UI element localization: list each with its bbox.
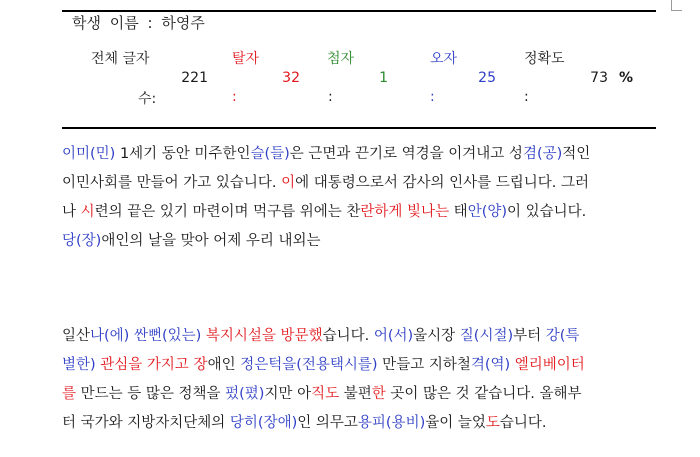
essay-text: 애인의 날을 맞아 어제 우리 내외는 <box>101 233 321 249</box>
essay-text: 련의 끝은 있기 마련이며 먹구름 위에는 찬 <box>94 204 361 220</box>
essay-text: 에 대통령으로서 감사의 인사를 드립니다. 그러 <box>295 175 589 191</box>
marked-omission-text: 엘리베이터 <box>514 357 585 373</box>
essay-text: 습니다. <box>322 328 374 344</box>
essay-text: 터 국가와 지방자치단체의 <box>62 415 230 431</box>
marked-typo-text: 안(양) <box>467 204 508 220</box>
marked-omission-text: 이 <box>281 175 296 191</box>
total-chars-label: 전체 글자 <box>91 51 150 67</box>
marked-omission-text: 를 <box>62 386 77 402</box>
essay-text: 태 <box>449 204 468 220</box>
essay-text: 적인 <box>562 146 591 162</box>
marked-omission-text: 도 <box>485 415 500 431</box>
marked-typo-text: 정은턱을(전용택시를) <box>240 357 378 373</box>
essay-text: 애인 <box>207 357 241 373</box>
essay-paragraph-1 <box>62 140 666 256</box>
essay-text: 만들고 지하철 <box>377 357 471 373</box>
marked-typo-text: 강(특 <box>545 328 580 344</box>
page-corner-mark <box>671 0 682 11</box>
marked-typo-text: 용피(용비) <box>357 415 426 431</box>
total-chars-value: 221 <box>181 70 208 86</box>
essay-line <box>62 140 666 169</box>
essay-text: 지만 아 <box>264 386 312 402</box>
omission-label: 탈자 <box>232 51 260 67</box>
essay-text: 일산 <box>62 328 91 344</box>
omission-value: 32 <box>282 70 300 86</box>
essay-text: 습니다. <box>499 415 547 431</box>
marked-omission-text: 시 <box>80 204 95 220</box>
addition-value: 1 <box>379 70 388 86</box>
essay-text: 곳이 많은 것 같습니다. 올해부 <box>385 386 582 402</box>
marked-typo-text: 당(장) <box>62 233 102 249</box>
marked-omission-text: 복지시설을 방문했 <box>201 328 323 344</box>
marked-typo-text: 격(역) <box>470 357 511 373</box>
essay-text: 이민사회를 만들어 가고 있습니다. <box>62 175 282 191</box>
typo-value: 25 <box>478 70 496 86</box>
addition-label: 첨자 <box>327 51 355 67</box>
marked-typo-text: 어(서) <box>373 328 414 344</box>
essay-text: 인 의무고 <box>297 415 358 431</box>
marked-omission-text: 한 <box>371 386 386 402</box>
essay-paragraph-2 <box>62 322 666 438</box>
marked-omission-text: 직도 <box>311 386 340 402</box>
essay-line <box>62 169 666 198</box>
essay-line <box>62 380 666 409</box>
student-name-line <box>72 12 205 33</box>
essay-text: 불편 <box>339 386 372 402</box>
accuracy-value: 73 <box>590 70 608 86</box>
marked-typo-text: 겸(공) <box>522 146 563 162</box>
typo-colon: : <box>430 89 435 105</box>
student-name-label: 학생 이름 : <box>72 14 153 32</box>
essay-text: 부터 <box>513 328 546 344</box>
marked-omission-text: 관심을 가지고 장 <box>95 357 208 373</box>
total-chars-label-cont: 수: <box>138 91 157 107</box>
essay-text: 나 <box>62 204 81 220</box>
essay-line <box>62 322 666 351</box>
essay-text: 만드는 등 많은 정책을 <box>76 386 226 402</box>
section-rule <box>62 127 656 129</box>
marked-typo-text: 별한) <box>62 357 96 373</box>
essay-text: 이 있습니다. <box>507 204 587 220</box>
marked-typo-text: 질(시절) <box>459 328 514 344</box>
marked-typo-text: 이미(민) <box>62 146 116 162</box>
marked-typo-text: 싼뻔(있는) <box>129 328 202 344</box>
essay-text: 율이 늘었 <box>425 415 486 431</box>
essay-line <box>62 227 666 256</box>
essay-line <box>62 198 666 227</box>
marked-omission-text: 란하게 빛나는 <box>360 204 450 220</box>
marked-typo-text: 슬(들) <box>250 146 290 162</box>
essay-text: 울시장 <box>413 328 460 344</box>
marked-typo-text: 당히(장애) <box>229 415 298 431</box>
essay-line <box>62 351 666 380</box>
essay-text: 1세기 동안 미주한인 <box>115 146 251 162</box>
typo-label: 오자 <box>430 51 458 67</box>
accuracy-unit: % <box>619 70 634 86</box>
student-name: 하영주 <box>161 14 205 32</box>
accuracy-colon: : <box>524 89 529 105</box>
marked-typo-text: 펐(폈) <box>225 386 265 402</box>
accuracy-label: 정확도 <box>524 51 565 67</box>
essay-line <box>62 409 666 438</box>
essay-text: 은 근면과 끈기로 역경을 이겨내고 성 <box>289 146 523 162</box>
marked-typo-text: 나(에) <box>90 328 130 344</box>
addition-colon: : <box>328 89 333 105</box>
omission-colon: : <box>232 89 237 105</box>
